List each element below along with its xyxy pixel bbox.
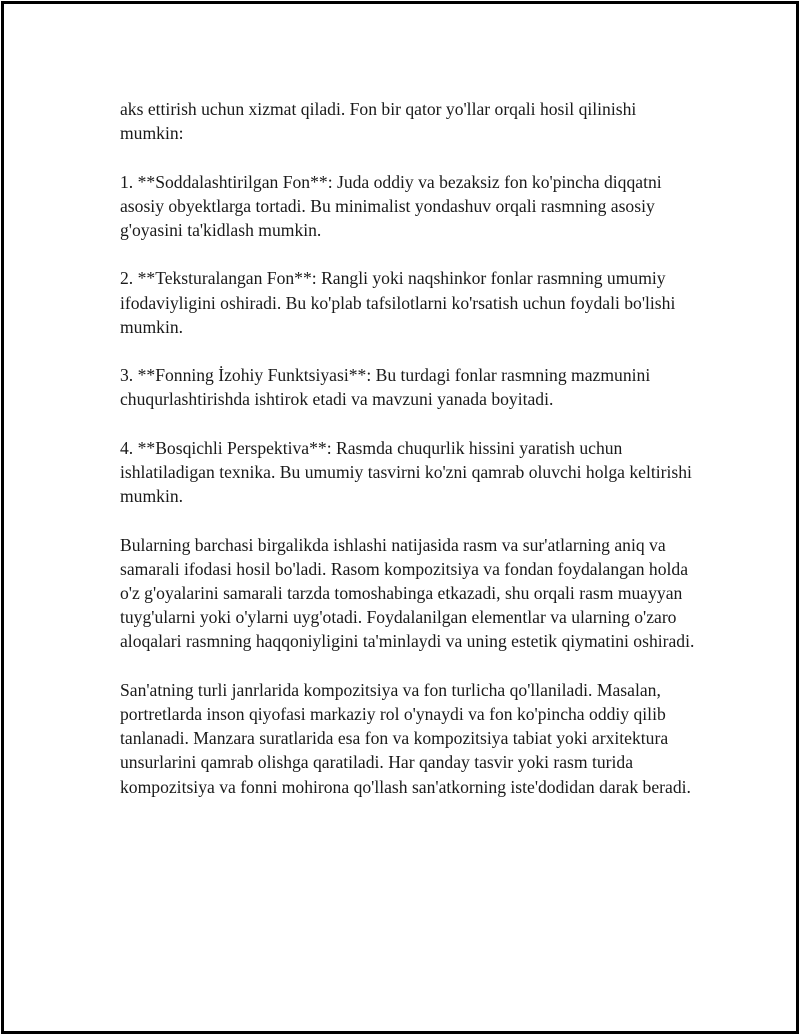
list-item-3: 3. **Fonning İzohiy Funktsiyasi**: Bu turdagi fonlar rasmning mazmunini chuqurlashtirishda ishtirok etadi va mavzuni yanada boyitadi. (120, 365, 651, 410)
page-frame (1, 1, 799, 1034)
paragraph-summary: Bularning barchasi birgalikda ishlashi natijasida rasm va sur'atlarning aniq va samarali ifodasi hosil bo'ladi. Rasom kompozitsiya va fondan foydalangan holda o'z g'oyalarini samarali tarzda tomoshabinga etkazadi, shu orqali rasm muayyan tuyg'ularni yoki o'ylarni uyg'otadi. Foydalanilgan elementlar va ularning o'zaro aloqalari rasmning haqqoniyligini ta'minlaydi va uning estetik qiymatini oshiradi. (120, 534, 695, 652)
paragraph-intro: aks ettirish uchun xizmat qiladi. Fon bir qator yo'llar orqali hosil qilinishi mumkin: (120, 99, 637, 144)
paragraph-genres: San'atning turli janrlarida kompozitsiya va fon turlicha qo'llaniladi. Masalan, portretlarda inson qiyofasi markaziy rol o'ynaydi va fon ko'pincha oddiy qilib tanlanadi. Manzara suratlarida esa fon va kompozitsiya tabiat yoki arxitektura unsurlarini qamrab olishga qaratiladi. Har qanday tasvir yoki rasm turida kompozitsiya va fonni mohirona qo'llash san'atkorning iste'dodidan darak beradi. (120, 679, 691, 797)
document-body (120, 97, 700, 823)
list-item-1: 1. **Soddalashtirilgan Fon**: Juda oddiy va bezaksiz fon ko'pincha diqqatni asosiy obyektlarga tortadi. Bu minimalist yondashuv orqali rasmning asosiy g'oyasini ta'kidlash mumkin. (120, 171, 662, 240)
list-item-2: 2. **Teksturalangan Fon**: Rangli yoki naqshinkor fonlar rasmning umumiy ifodaviyligini oshiradi. Bu ko'plab tafsilotlarni ko'rsatish uchun foydali bo'lishi mumkin. (120, 268, 676, 337)
list-item-4: 4. **Bosqichli Perspektiva**: Rasmda chuqurlik hissini yaratish uchun ishlatiladigan texnika. Bu umumiy tasvirni ko'zni qamrab oluvchi holga keltirishi mumkin. (120, 437, 692, 507)
